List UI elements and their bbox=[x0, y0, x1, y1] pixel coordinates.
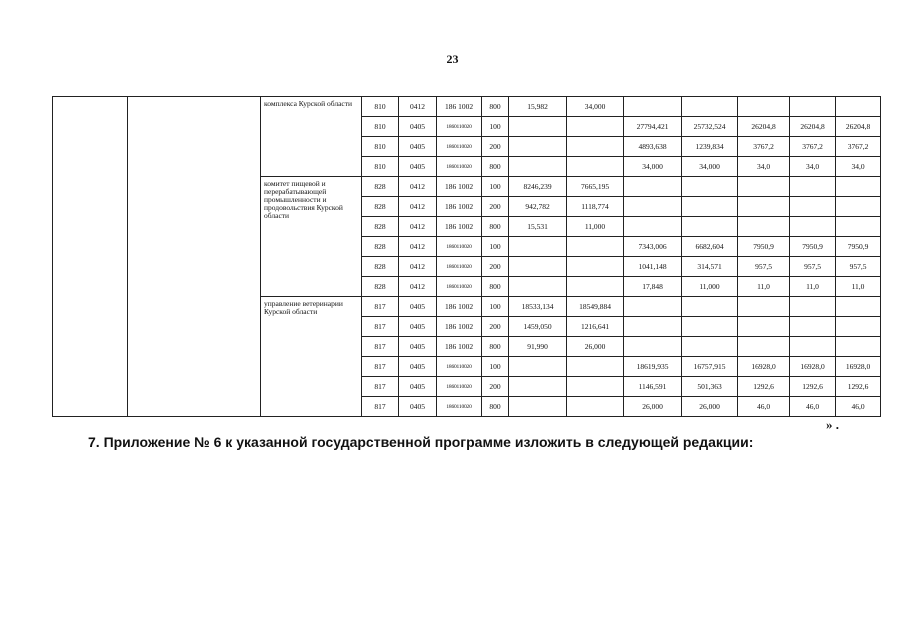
cell-v3: 4893,638 bbox=[624, 137, 682, 157]
cell-type: 800 bbox=[482, 337, 509, 357]
cell-v4: 501,363 bbox=[682, 377, 738, 397]
cell-v3: 1146,591 bbox=[624, 377, 682, 397]
cell-v3 bbox=[624, 197, 682, 217]
cell-v6 bbox=[790, 97, 836, 117]
cell-v7: 957,5 bbox=[836, 257, 881, 277]
cell-v1 bbox=[509, 357, 567, 377]
cell-v6 bbox=[790, 217, 836, 237]
cell-v1: 1459,050 bbox=[509, 317, 567, 337]
cell-v4 bbox=[682, 197, 738, 217]
cell-v3: 18619,935 bbox=[624, 357, 682, 377]
cell-target: 1860110020 bbox=[437, 397, 482, 417]
cell-sec: 0405 bbox=[399, 397, 437, 417]
cell-gov: 828 bbox=[362, 237, 399, 257]
cell-v4 bbox=[682, 97, 738, 117]
cell-v2: 18549,884 bbox=[567, 297, 624, 317]
cell-v2 bbox=[567, 377, 624, 397]
cell-v1: 91,990 bbox=[509, 337, 567, 357]
cell-gov: 828 bbox=[362, 257, 399, 277]
cell-v4: 11,000 bbox=[682, 277, 738, 297]
cell-v2: 1216,641 bbox=[567, 317, 624, 337]
cell-v2 bbox=[567, 157, 624, 177]
cell-v2 bbox=[567, 137, 624, 157]
cell-v6: 957,5 bbox=[790, 257, 836, 277]
cell-v4: 25732,524 bbox=[682, 117, 738, 137]
cell-gov: 810 bbox=[362, 97, 399, 117]
cell-v1: 8246,239 bbox=[509, 177, 567, 197]
cell-gov: 817 bbox=[362, 337, 399, 357]
cell-v2: 1118,774 bbox=[567, 197, 624, 217]
cell-type: 800 bbox=[482, 97, 509, 117]
cell-v3: 34,000 bbox=[624, 157, 682, 177]
cell-v1 bbox=[509, 157, 567, 177]
cell-v4: 314,571 bbox=[682, 257, 738, 277]
cell-v5 bbox=[738, 197, 790, 217]
cell-v2: 34,000 bbox=[567, 97, 624, 117]
cell-sec: 0412 bbox=[399, 217, 437, 237]
cell-v3 bbox=[624, 337, 682, 357]
cell-v7 bbox=[836, 197, 881, 217]
cell-target: 186 1002 bbox=[437, 297, 482, 317]
cell-sec: 0412 bbox=[399, 177, 437, 197]
cell-v6 bbox=[790, 337, 836, 357]
cell-sec: 0405 bbox=[399, 377, 437, 397]
cell-v6 bbox=[790, 297, 836, 317]
cell-v4 bbox=[682, 337, 738, 357]
cell-type: 100 bbox=[482, 237, 509, 257]
cell-v7: 11,0 bbox=[836, 277, 881, 297]
cell-v3: 17,848 bbox=[624, 277, 682, 297]
cell-v1: 15,531 bbox=[509, 217, 567, 237]
cell-v5: 16928,0 bbox=[738, 357, 790, 377]
cell-v7: 46,0 bbox=[836, 397, 881, 417]
cell-v3: 27794,421 bbox=[624, 117, 682, 137]
cell-gov: 828 bbox=[362, 177, 399, 197]
cell-type: 800 bbox=[482, 277, 509, 297]
cell-v7 bbox=[836, 217, 881, 237]
cell-target: 1860110020 bbox=[437, 377, 482, 397]
cell-v4 bbox=[682, 297, 738, 317]
cell-gov: 817 bbox=[362, 397, 399, 417]
closing-quote-mark: » . bbox=[826, 417, 839, 432]
cell-gov: 817 bbox=[362, 297, 399, 317]
cell-v2: 26,000 bbox=[567, 337, 624, 357]
cell-v6: 16928,0 bbox=[790, 357, 836, 377]
cell-v5: 26204,8 bbox=[738, 117, 790, 137]
page-number: 23 bbox=[446, 52, 459, 66]
cell-gov: 828 bbox=[362, 197, 399, 217]
cell-type: 800 bbox=[482, 397, 509, 417]
cell-type: 100 bbox=[482, 357, 509, 377]
cell-v7: 7950,9 bbox=[836, 237, 881, 257]
cell-v3 bbox=[624, 317, 682, 337]
cell-v5: 7950,9 bbox=[738, 237, 790, 257]
cell-v3 bbox=[624, 177, 682, 197]
cell-v2: 7665,195 bbox=[567, 177, 624, 197]
subprogram-cell bbox=[128, 97, 261, 417]
cell-v4: 34,000 bbox=[682, 157, 738, 177]
executor-name: комплекса Курской области bbox=[261, 97, 362, 177]
cell-v2 bbox=[567, 237, 624, 257]
cell-target: 186 1002 bbox=[437, 317, 482, 337]
cell-v1: 15,982 bbox=[509, 97, 567, 117]
cell-v6: 46,0 bbox=[790, 397, 836, 417]
cell-type: 800 bbox=[482, 157, 509, 177]
cell-type: 800 bbox=[482, 217, 509, 237]
cell-v3: 26,000 bbox=[624, 397, 682, 417]
cell-v1 bbox=[509, 117, 567, 137]
cell-v6: 7950,9 bbox=[790, 237, 836, 257]
cell-v7 bbox=[836, 317, 881, 337]
cell-v2 bbox=[567, 277, 624, 297]
executor-name: управление ветеринарии Курской области bbox=[261, 297, 362, 417]
budget-table-container bbox=[52, 96, 881, 417]
cell-v7: 34,0 bbox=[836, 157, 881, 177]
cell-v6: 3767,2 bbox=[790, 137, 836, 157]
cell-gov: 828 bbox=[362, 277, 399, 297]
cell-target: 1860110020 bbox=[437, 157, 482, 177]
cell-v4 bbox=[682, 177, 738, 197]
cell-v7: 3767,2 bbox=[836, 137, 881, 157]
cell-v6: 1292,6 bbox=[790, 377, 836, 397]
cell-v7 bbox=[836, 337, 881, 357]
cell-v6: 34,0 bbox=[790, 157, 836, 177]
cell-sec: 0405 bbox=[399, 157, 437, 177]
cell-v5 bbox=[738, 337, 790, 357]
paragraph-text: 7. Приложение № 6 к указанной государственной программе изложить в следующей редакции: bbox=[88, 434, 754, 450]
cell-v5 bbox=[738, 97, 790, 117]
cell-target: 1860110020 bbox=[437, 137, 482, 157]
cell-gov: 817 bbox=[362, 317, 399, 337]
cell-v5 bbox=[738, 177, 790, 197]
cell-target: 1860110020 bbox=[437, 357, 482, 377]
cell-v1 bbox=[509, 277, 567, 297]
cell-target: 186 1002 bbox=[437, 177, 482, 197]
cell-sec: 0412 bbox=[399, 257, 437, 277]
cell-sec: 0405 bbox=[399, 297, 437, 317]
cell-sec: 0405 bbox=[399, 317, 437, 337]
cell-v4 bbox=[682, 317, 738, 337]
cell-v5: 46,0 bbox=[738, 397, 790, 417]
cell-v3: 1041,148 bbox=[624, 257, 682, 277]
cell-sec: 0412 bbox=[399, 97, 437, 117]
cell-sec: 0405 bbox=[399, 357, 437, 377]
cell-v4: 16757,915 bbox=[682, 357, 738, 377]
cell-target: 186 1002 bbox=[437, 337, 482, 357]
budget-table bbox=[52, 96, 881, 417]
cell-v1 bbox=[509, 257, 567, 277]
cell-v1: 942,782 bbox=[509, 197, 567, 217]
cell-type: 100 bbox=[482, 117, 509, 137]
cell-v2: 11,000 bbox=[567, 217, 624, 237]
cell-v1: 18533,134 bbox=[509, 297, 567, 317]
cell-v6: 26204,8 bbox=[790, 117, 836, 137]
cell-v4: 26,000 bbox=[682, 397, 738, 417]
cell-v7: 16928,0 bbox=[836, 357, 881, 377]
cell-v5: 1292,6 bbox=[738, 377, 790, 397]
cell-v4 bbox=[682, 217, 738, 237]
cell-sec: 0412 bbox=[399, 237, 437, 257]
cell-type: 100 bbox=[482, 297, 509, 317]
cell-v5: 11,0 bbox=[738, 277, 790, 297]
cell-sec: 0405 bbox=[399, 117, 437, 137]
cell-v7: 1292,6 bbox=[836, 377, 881, 397]
cell-v5 bbox=[738, 317, 790, 337]
cell-v6 bbox=[790, 177, 836, 197]
cell-target: 186 1002 bbox=[437, 97, 482, 117]
cell-v7 bbox=[836, 177, 881, 197]
cell-type: 200 bbox=[482, 197, 509, 217]
cell-target: 186 1002 bbox=[437, 197, 482, 217]
table-body bbox=[53, 97, 881, 417]
cell-target: 1860110020 bbox=[437, 237, 482, 257]
cell-sec: 0405 bbox=[399, 337, 437, 357]
cell-gov: 810 bbox=[362, 117, 399, 137]
cell-sec: 0412 bbox=[399, 277, 437, 297]
executor-name: комитет пищевой и перерабатывающей промышленности и продовольствия Курской области bbox=[261, 177, 362, 297]
cell-target: 1860110020 bbox=[437, 277, 482, 297]
cell-sec: 0405 bbox=[399, 137, 437, 157]
cell-v3: 7343,006 bbox=[624, 237, 682, 257]
cell-gov: 810 bbox=[362, 137, 399, 157]
cell-type: 200 bbox=[482, 377, 509, 397]
cell-v2 bbox=[567, 397, 624, 417]
cell-type: 200 bbox=[482, 257, 509, 277]
cell-v1 bbox=[509, 237, 567, 257]
cell-type: 200 bbox=[482, 317, 509, 337]
cell-v4: 6682,604 bbox=[682, 237, 738, 257]
cell-v3 bbox=[624, 297, 682, 317]
cell-v2 bbox=[567, 257, 624, 277]
cell-gov: 828 bbox=[362, 217, 399, 237]
cell-v3 bbox=[624, 217, 682, 237]
cell-v1 bbox=[509, 137, 567, 157]
table-row bbox=[53, 97, 881, 117]
cell-v5: 957,5 bbox=[738, 257, 790, 277]
cell-v5 bbox=[738, 217, 790, 237]
cell-sec: 0412 bbox=[399, 197, 437, 217]
cell-gov: 817 bbox=[362, 357, 399, 377]
cell-v7 bbox=[836, 97, 881, 117]
cell-v6 bbox=[790, 317, 836, 337]
cell-target: 186 1002 bbox=[437, 217, 482, 237]
cell-v5 bbox=[738, 297, 790, 317]
cell-v3 bbox=[624, 97, 682, 117]
cell-v4: 1239,834 bbox=[682, 137, 738, 157]
cell-gov: 810 bbox=[362, 157, 399, 177]
cell-v7: 26204,8 bbox=[836, 117, 881, 137]
cell-v7 bbox=[836, 297, 881, 317]
cell-target: 1860110020 bbox=[437, 257, 482, 277]
cell-v6 bbox=[790, 197, 836, 217]
cell-v2 bbox=[567, 357, 624, 377]
cell-v5: 3767,2 bbox=[738, 137, 790, 157]
cell-gov: 817 bbox=[362, 377, 399, 397]
cell-v6: 11,0 bbox=[790, 277, 836, 297]
program-cell bbox=[53, 97, 128, 417]
cell-type: 200 bbox=[482, 137, 509, 157]
cell-v2 bbox=[567, 117, 624, 137]
cell-v1 bbox=[509, 397, 567, 417]
cell-v1 bbox=[509, 377, 567, 397]
cell-target: 1860110020 bbox=[437, 117, 482, 137]
cell-type: 100 bbox=[482, 177, 509, 197]
cell-v5: 34,0 bbox=[738, 157, 790, 177]
